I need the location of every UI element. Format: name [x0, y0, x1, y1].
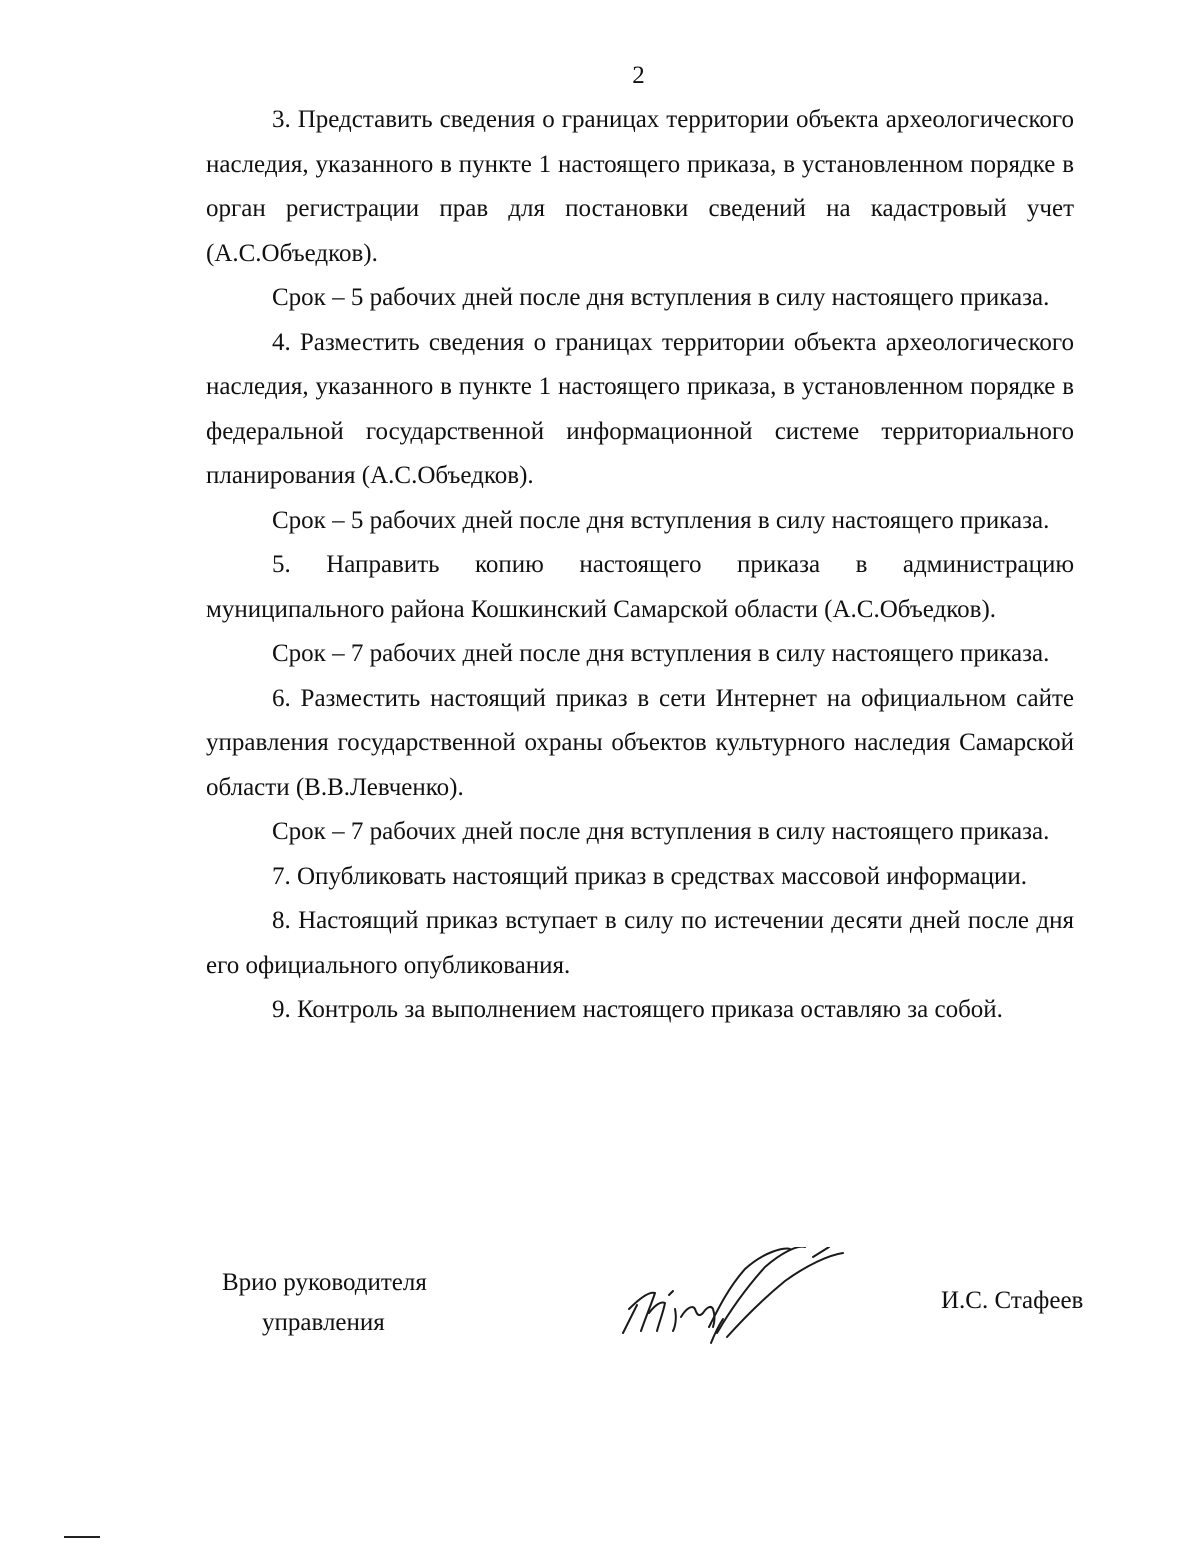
paragraph-item-3: 3. Представить сведения о границах территории объекта археологического наследия, указанного в пункте 1 настоящего приказа, в установленном порядке в орган регистрации прав для постановки сведений на кадастровый учет (А.С.Объедков). — [206, 106, 1074, 267]
paragraph-item-6: 6. Разместить настоящий приказ в сети Интернет на официальном сайте управления государственной охраны объектов культурного наследия Самарской области (В.В.Левченко). — [206, 684, 1074, 801]
signer-name: И.С. Стафеев — [941, 1287, 1084, 1314]
deadline-item-3: Срок – 5 рабочих дней после дня вступления в силу настоящего приказа. — [272, 284, 1050, 311]
deadline-item-6: Срок – 7 рабочих дней после дня вступления в силу настоящего приказа. — [272, 818, 1050, 845]
signer-position — [222, 1263, 427, 1343]
document-body — [206, 98, 1074, 1033]
paragraph-item-7: 7. Опубликовать настоящий приказ в средствах массовой информации. — [272, 862, 1028, 890]
page-number: 2 — [632, 62, 645, 89]
paragraph-item-5: 5. Направить копию настоящего приказа в администрацию муниципального района Кошкинский Самарской области (А.С.Объедков). — [206, 551, 1074, 623]
signer-position-line2: управления — [262, 1309, 385, 1336]
deadline-item-4: Срок – 5 рабочих дней после дня вступления в силу настоящего приказа. — [272, 506, 1050, 534]
deadline-item-5: Срок – 7 рабочих дней после дня вступления в силу настоящего приказа. — [272, 640, 1050, 667]
handwritten-signature — [615, 1247, 850, 1357]
paragraph-item-9: 9. Контроль за выполнением настоящего приказа оставляю за собой. — [272, 996, 1003, 1023]
signature-block — [0, 1255, 1200, 1375]
paragraph-item-4: 4. Разместить сведения о границах территории объекта археологического наследия, указанного в пункте 1 настоящего приказа, в установленном порядке в федеральной государственной информационной системе территориального планирования (А.С.Объедков). — [206, 328, 1074, 489]
footer-divider — [64, 1536, 100, 1538]
signer-position-line1: Врио руководителя — [222, 1269, 427, 1296]
paragraph-item-8: 8. Настоящий приказ вступает в силу по истечении десяти дней после дня его официального опубликования. — [206, 907, 1074, 979]
